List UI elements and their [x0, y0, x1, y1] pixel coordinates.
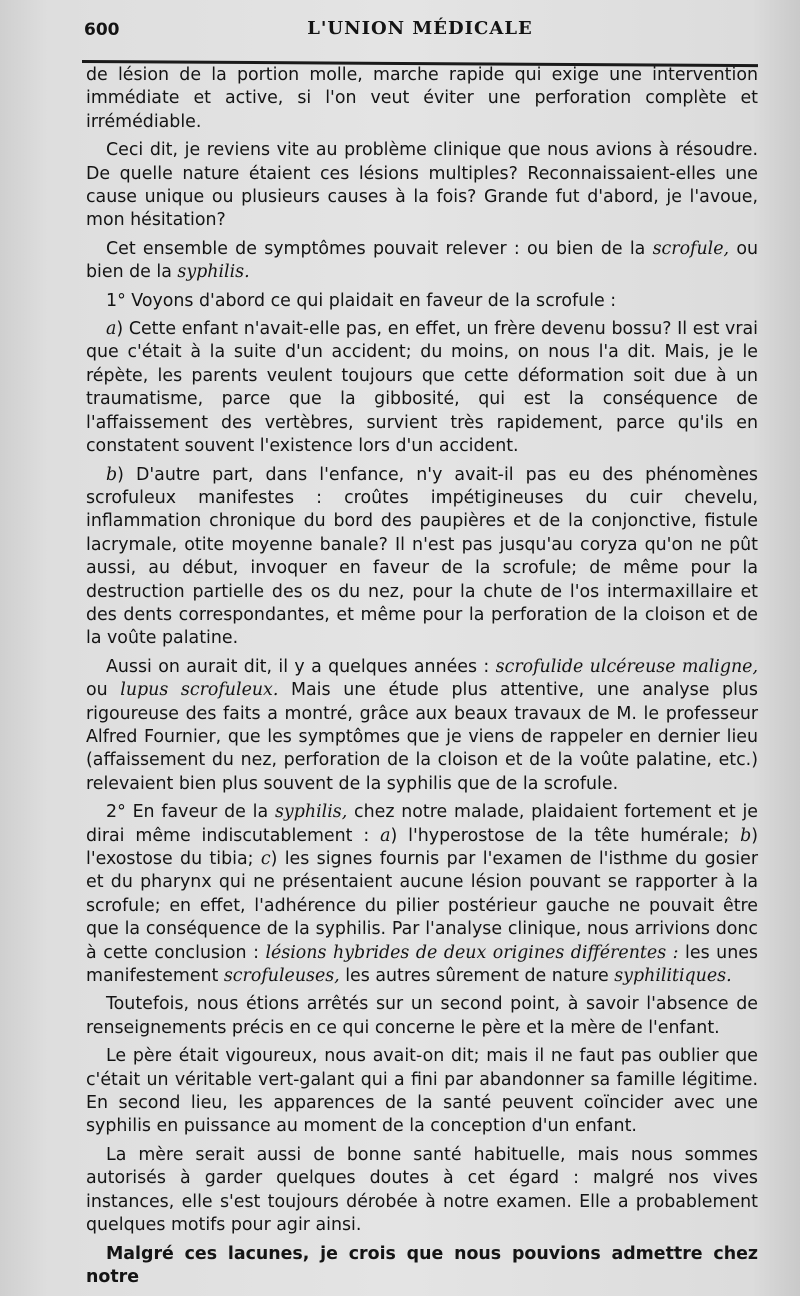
paragraph-8: 2° En faveur de la syphilis, chez notre malade, plaidaient fortement et je dirai même indiscutablement : a) l'hyperostose de la tête humérale; b) l'exostose du tibia; c) les signes fournis par l'examen de l'isthme du gosier et du pharynx qui ne présentaient aucune lésion pouvant se rapporter à la scrofule; en effet, l'adhérence du pilier postérieur gauche ne pouvait être que la conséquence de la syphilis. Par l'analyse clinique, nous arrivions donc à cette conclusion : lésions hybrides de deux origines différentes : les unes manifestement scrofuleuses, les autres sûrement de nature syphilitiques.: [86, 802, 758, 987]
paragraph-10: Le père était vigoureux, nous avait-on dit; mais il ne faut pas oublier que c'était un véritable vert-galant qui a fini par abandonner sa famille légitime. En second lieu, les apparences de la santé peuvent coïncider avec une syphilis en puissance au moment de la conception d'un enfant.: [86, 1046, 758, 1137]
paragraph-6: b) D'autre part, dans l'enfance, n'y avait-il pas eu des phénomènes scrofuleux manifestes : croûtes impétigineuses du cuir chevelu, inflammation chronique du bord des paupières et de la conjonctive, fistule lacrymale, otite moyenne banale? Il n'est pas jusqu'au coryza qu'on ne pût aussi, au début, invoquer en faveur de la scrofule; de même pour la destruction partielle des os du nez, pour la chute de l'os intermaxillaire et des dents correspondantes, et même pour la perforation de la cloison et de la voûte palatine.: [86, 464, 758, 649]
paragraph-11: La mère serait aussi de bonne santé habituelle, mais nous sommes autorisés à garder quelques doutes à cet égard : malgré nos vives instances, elle s'est toujours dérobée à notre examen. Elle a probablement quelques motifs pour agir ainsi.: [86, 1144, 758, 1236]
paragraph-1: de lésion de la portion molle, marche rapide qui exige une intervention immédiate et active, si l'on veut éviter une perforation complète et irrémédiable.: [86, 65, 758, 132]
paragraph-9: Toutefois, nous étions arrêtés sur un second point, à savoir l'absence de renseignements précis en ce qui concerne le père et la mère de l'enfant.: [86, 994, 758, 1038]
paragraph-3: Cet ensemble de symptômes pouvait relever : ou bien de la scrofule, ou bien de la syphilis.: [86, 238, 758, 283]
paragraph-5: a) Cette enfant n'avait-elle pas, en effet, un frère devenu bossu? Il est vrai que c'était à la suite d'un accident; du moins, on nous l'a dit. Mais, je le répète, les parents veulent toujours que cette déformation soit due à un traumatisme, parce que la gibbosité, qui est la conséquence de l'affaissement des vertèbres, survient très rapidement, parce qu'ils en constatent souvent l'existence lors d'un accident.: [86, 319, 758, 457]
paragraph-7: Aussi on aurait dit, il y a quelques années : scrofulide ulcéreuse maligne, ou lupus scrofuleux. Mais une étude plus attentive, une analyse plus rigoureuse des faits a montré, grâce aux beaux travaux de M. le professeur Alfred Fournier, que les symptômes que je viens de rappeler en dernier lieu (affaissement du nez, perforation de la cloison et de la voûte palatine, etc.) relevaient bien plus souvent de la syphilis que de la scrofule.: [86, 656, 759, 794]
running-head: L'UNION MÉDICALE: [307, 18, 533, 39]
page-number: 600: [84, 20, 120, 40]
body-text: [86, 64, 758, 1294]
page-header: [0, 14, 800, 50]
paragraph-12: Malgré ces lacunes, je crois que nous pouvions admettre chez notre: [86, 1243, 758, 1287]
paragraph-2: Ceci dit, je reviens vite au problème clinique que nous avions à résoudre. De quelle nature étaient ces lésions multiples? Reconnaissaient-elles une cause unique ou plusieurs causes à la fois? Grande fut d'abord, je l'avoue, mon hésitation?: [86, 140, 758, 231]
paragraph-4: 1° Voyons d'abord ce qui plaidait en faveur de la scrofule :: [106, 290, 617, 311]
